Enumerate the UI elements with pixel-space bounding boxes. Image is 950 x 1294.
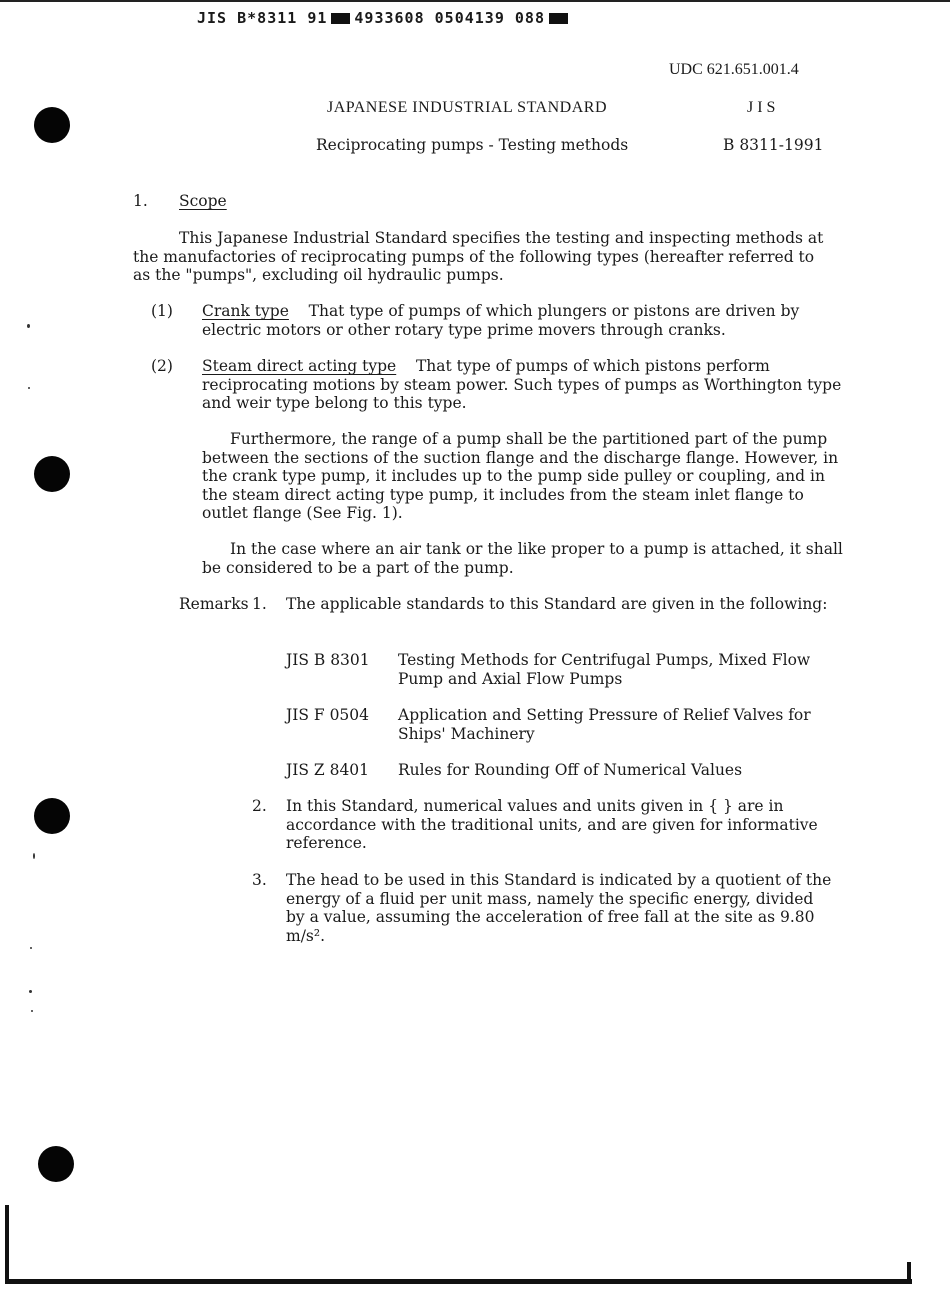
type-item-steam (202, 357, 847, 413)
remark-number: 2. (252, 797, 267, 815)
remarks-label: Remarks (179, 595, 249, 613)
section-number: 1. (133, 192, 148, 210)
bottom-border-line (5, 1279, 912, 1284)
udc-number: UDC 621.651.001.4 (669, 61, 799, 78)
type-term: Steam direct acting type (202, 357, 397, 375)
type-item-crank (202, 302, 832, 339)
range-paragraph: Furthermore, the range of a pump shall be the partitioned part of the pump between the sections of the suction flange and the discharge flange. However, in the crank type pump, it includes up to the pump side pulley or coupling, and in the steam direct acting type pump, it includes from the steam inlet flange to outlet flange (See Fig. 1). (202, 430, 839, 522)
remark-text: The head to be used in this Standard is indicated by a quotient of the energy of a fluid per unit mass, namely the specific energy, divided by a value, assuming the acceleration of free fall at the site as 9.80 m/s². (286, 871, 832, 945)
standard-code: JIS F 0504 (286, 706, 370, 724)
document-code-line (197, 9, 572, 27)
scan-speck (31, 1010, 33, 1012)
section-title: Scope (179, 192, 227, 210)
remark-text: The applicable standards to this Standard are given in the following: (286, 595, 828, 613)
jis-mark: J I S (747, 99, 776, 116)
top-border-line (0, 0, 950, 2)
scan-speck (27, 324, 30, 328)
scan-speck (29, 990, 32, 993)
barcode-block (549, 13, 568, 24)
punch-hole (38, 1146, 74, 1182)
left-border-line (5, 1205, 9, 1283)
document-title: Reciprocating pumps - Testing methods (316, 136, 629, 154)
standard-title-ref: Testing Methods for Centrifugal Pumps, Mixed Flow Pump and Axial Flow Pumps (398, 651, 811, 688)
standard-title-ref: Application and Setting Pressure of Relief Valves for Ships' Machinery (398, 706, 811, 743)
scan-speck (33, 853, 35, 859)
barcode-block (331, 13, 350, 24)
document-number: B 8311-1991 (723, 136, 824, 154)
type-description: That type of pumps of which pistons perform reciprocating motions by steam power. Such types of pumps as Worthington type and weir type belong to this type. (202, 357, 842, 412)
code-part-1: JIS B*8311 91 (197, 9, 328, 27)
punch-hole (34, 456, 70, 492)
standard-code: JIS Z 8401 (286, 761, 370, 779)
standard-title: JAPANESE INDUSTRIAL STANDARD (327, 99, 607, 116)
remark-number: 1. (252, 595, 267, 613)
remark-text: In this Standard, numerical values and units given in { } are in accordance with the traditional units, and are given for informative reference. (286, 797, 818, 852)
code-part-2: 4933608 0504139 088 (354, 9, 545, 27)
right-border-tick (907, 1262, 911, 1284)
scan-speck (30, 947, 32, 949)
standard-code: JIS B 8301 (286, 651, 370, 669)
remark-number: 3. (252, 871, 267, 889)
type-item-number: (1) (151, 302, 173, 320)
intro-paragraph: This Japanese Industrial Standard specifies the testing and inspecting methods at the manufactories of reciprocating pumps of the following types (hereafter referred to as the "pumps", excluding oil hydraulic pumps. (133, 229, 824, 284)
punch-hole (34, 107, 70, 143)
type-description: That type of pumps of which plungers or pistons are driven by electric motors or other rotary type prime movers through cranks. (202, 302, 800, 339)
air-tank-paragraph: In the case where an air tank or the like proper to a pump is attached, it shall be considered to be a part of the pump. (202, 540, 843, 577)
standard-title-ref: Rules for Rounding Off of Numerical Values (398, 761, 743, 779)
type-term: Crank type (202, 302, 289, 320)
type-item-number: (2) (151, 357, 173, 375)
punch-hole (34, 798, 70, 834)
scan-speck (28, 387, 30, 389)
